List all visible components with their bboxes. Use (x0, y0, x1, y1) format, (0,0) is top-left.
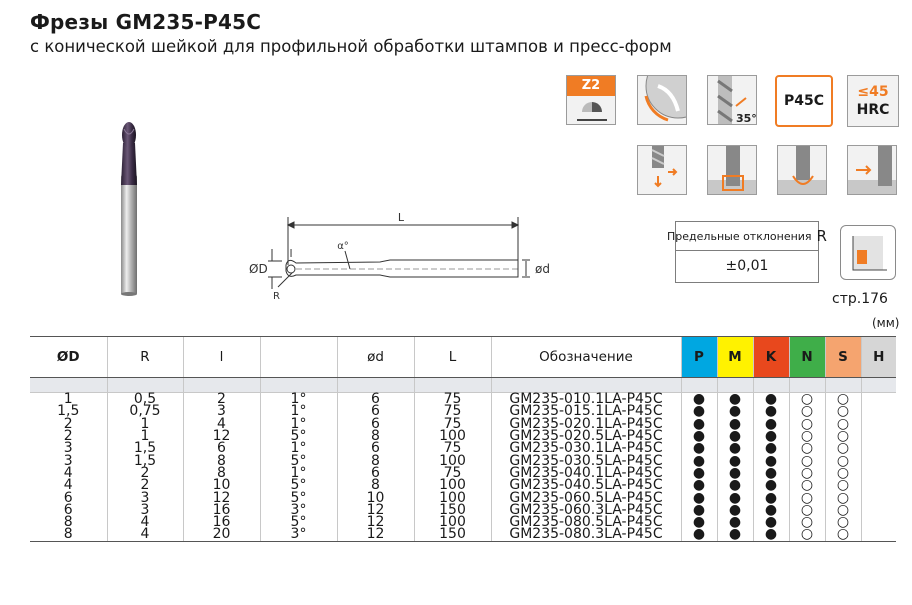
cell-angle: 5° (260, 430, 337, 442)
cell-P: ● (681, 454, 717, 466)
cell-S: ○ (825, 418, 861, 430)
cell-S: ○ (825, 393, 861, 406)
cell-L: 150 (414, 504, 491, 516)
cell-P: ● (681, 516, 717, 528)
cell-angle: 3° (260, 504, 337, 516)
cell-D: 3 (63, 440, 73, 457)
cell-K: ● (753, 467, 789, 479)
cell-N: ○ (789, 418, 825, 430)
cell-S: ○ (825, 405, 861, 417)
dim-D: ØD (249, 262, 268, 276)
cell-N: ○ (789, 430, 825, 442)
cell-L: 75 (414, 442, 491, 454)
cell-l: 3 (183, 405, 260, 417)
cell-designation: GM235-020.1LA-P45C (491, 418, 681, 430)
cell-K: ● (753, 491, 789, 503)
cell-P: ● (681, 430, 717, 442)
col-header-H: H (861, 337, 896, 378)
cell-H (861, 528, 896, 541)
tolerance-header-label: Предельные отклонения (667, 229, 812, 243)
cell-P: ● (681, 418, 717, 430)
cell-designation: GM235-010.1LA-P45C (491, 393, 681, 406)
cell-K: ● (753, 393, 789, 406)
cell-L: 100 (414, 491, 491, 503)
cell-K: ● (753, 405, 789, 417)
cell-R: 1 (107, 430, 183, 442)
cell-P: ● (681, 405, 717, 417)
cell-L: 100 (414, 479, 491, 491)
col-header-M: M (717, 337, 753, 378)
cell-R: 0,75 (107, 405, 183, 417)
cell-designation: GM235-080.3LA-P45C (491, 528, 681, 541)
cell-H (861, 467, 896, 479)
cell-M: ● (717, 418, 753, 430)
cell-D: 6 (63, 489, 73, 506)
cell-D: 8 (63, 514, 73, 531)
cell-H (861, 442, 896, 454)
cell-d: 6 (337, 393, 414, 406)
cell-R: 1,5 (107, 442, 183, 454)
cell-N: ○ (789, 393, 825, 406)
dim-d: ød (535, 262, 550, 276)
cell-D: 8 (30, 528, 107, 541)
cell-designation: GM235-030.1LA-P45C (491, 442, 681, 454)
cell-l: 8 (183, 454, 260, 466)
cell-L: 150 (414, 528, 491, 541)
cell-N: ○ (789, 467, 825, 479)
ramping-icon (637, 145, 687, 195)
cell-M: ● (717, 467, 753, 479)
cell-M: ● (717, 479, 753, 491)
dim-R: R (273, 291, 280, 302)
cell-l: 16 (183, 504, 260, 516)
helix-icon (707, 75, 757, 125)
cell-angle: 5° (260, 454, 337, 466)
cell-designation: GM235-030.5LA-P45C (491, 454, 681, 466)
cell-H (861, 405, 896, 417)
table-header-row (30, 337, 896, 378)
cell-designation: GM235-080.5LA-P45C (491, 516, 681, 528)
cell-H (861, 516, 896, 528)
cell-R: 4 (107, 528, 183, 541)
page-reference: стр.176 (832, 291, 888, 307)
cell-D: 1,5 (57, 403, 80, 420)
cell-P: ● (681, 528, 717, 541)
cell-l: 2 (183, 393, 260, 406)
cell-K: ● (753, 528, 789, 541)
cutting-data-icon (840, 225, 896, 280)
cell-K: ● (753, 504, 789, 516)
cell-R: 3 (107, 504, 183, 516)
cell-H (861, 491, 896, 503)
dim-l: l (289, 247, 293, 260)
cell-angle: 1° (260, 467, 337, 479)
cell-N: ○ (789, 479, 825, 491)
cell-D: 2 (63, 428, 73, 445)
tolerance-box (667, 221, 827, 283)
coating-badge: P45C (775, 75, 833, 127)
cell-N: ○ (789, 442, 825, 454)
col-header-S: S (825, 337, 861, 378)
cell-designation: GM235-060.3LA-P45C (491, 504, 681, 516)
cell-K: ● (753, 430, 789, 442)
cell-designation: GM235-040.5LA-P45C (491, 479, 681, 491)
col-header-L: L (414, 337, 491, 378)
col-header-d: ød (337, 337, 414, 378)
cell-N: ○ (789, 504, 825, 516)
cell-M: ● (717, 393, 753, 406)
cell-angle: 5° (260, 491, 337, 503)
cell-S: ○ (825, 442, 861, 454)
cell-S: ○ (825, 479, 861, 491)
cell-R: 3 (107, 491, 183, 503)
cell-N: ○ (789, 405, 825, 417)
cell-L: 75 (414, 467, 491, 479)
cell-angle: 1° (260, 393, 337, 406)
col-header-N: N (789, 337, 825, 378)
cell-angle: 5° (260, 516, 337, 528)
cell-R: 1,5 (107, 454, 183, 466)
cell-R: 4 (107, 516, 183, 528)
cell-L: 75 (414, 405, 491, 417)
col-header-R: R (107, 337, 183, 378)
cell-l: 6 (183, 442, 260, 454)
cell-M: ● (717, 504, 753, 516)
cell-d: 6 (337, 442, 414, 454)
cell-d: 12 (337, 516, 414, 528)
cell-N: ○ (789, 454, 825, 466)
cell-d: 12 (337, 504, 414, 516)
cell-d: 6 (337, 405, 414, 417)
cell-angle: 5° (260, 479, 337, 491)
hardness-value: ≤45 (857, 84, 889, 100)
cell-L: 75 (414, 418, 491, 430)
cell-designation: GM235-020.5LA-P45C (491, 430, 681, 442)
cell-S: ○ (825, 516, 861, 528)
cell-R: 1 (107, 418, 183, 430)
cell-designation: GM235-040.1LA-P45C (491, 467, 681, 479)
col-header-D: ØD (30, 337, 107, 378)
side-milling-icon (847, 145, 897, 195)
dim-L: L (397, 211, 405, 224)
cell-K: ● (753, 516, 789, 528)
cell-d: 6 (337, 418, 414, 430)
cell-angle: 1° (260, 418, 337, 430)
cell-D: 2 (63, 415, 73, 432)
endmill-photo (105, 115, 155, 300)
ball-nose-icon (637, 75, 687, 125)
cell-L: 100 (414, 430, 491, 442)
col-header-angle (260, 337, 337, 378)
cell-designation: GM235-060.5LA-P45C (491, 491, 681, 503)
cell-M: ● (717, 516, 753, 528)
cell-D: 6 (63, 501, 73, 518)
dim-alpha: α° (337, 241, 349, 252)
cell-angle: 1° (260, 405, 337, 417)
cell-d: 12 (337, 528, 414, 541)
hardness-badge (847, 75, 899, 127)
cell-L: 100 (414, 454, 491, 466)
page-subtitle: с конической шейкой для профильной обработки штампов и пресс-форм (30, 37, 672, 56)
cell-d: 8 (337, 454, 414, 466)
cell-M: ● (717, 454, 753, 466)
tolerance-symbol: R (816, 227, 827, 245)
cell-d: 10 (337, 491, 414, 503)
cell-l: 12 (183, 430, 260, 442)
cell-designation: GM235-015.1LA-P45C (491, 405, 681, 417)
cell-L: 100 (414, 516, 491, 528)
cell-M: ● (717, 430, 753, 442)
cell-l: 20 (183, 528, 260, 541)
cell-M: ● (717, 442, 753, 454)
flutes-icon (566, 75, 616, 125)
cell-l: 10 (183, 479, 260, 491)
cell-L: 75 (414, 393, 491, 406)
cell-H (861, 393, 896, 406)
cell-K: ● (753, 454, 789, 466)
cell-K: ● (753, 442, 789, 454)
cell-P: ● (681, 504, 717, 516)
col-header-P: P (681, 337, 717, 378)
units-label: (мм) (872, 316, 900, 330)
cell-N: ○ (789, 491, 825, 503)
cell-P: ● (681, 393, 717, 406)
cell-angle: 1° (260, 442, 337, 454)
cell-H (861, 430, 896, 442)
cell-d: 6 (337, 467, 414, 479)
slotting-icon (707, 145, 757, 195)
cell-M: ● (717, 405, 753, 417)
cell-K: ● (753, 418, 789, 430)
cell-H (861, 454, 896, 466)
tolerance-value: ±0,01 (725, 258, 769, 274)
cell-l: 4 (183, 418, 260, 430)
cell-l: 16 (183, 516, 260, 528)
profiling-icon (777, 145, 827, 195)
cell-angle: 3° (260, 528, 337, 541)
cell-d: 8 (337, 479, 414, 491)
cell-D: 4 (63, 464, 73, 481)
cell-R: 2 (107, 479, 183, 491)
tolerance-header (667, 222, 827, 251)
cell-P: ● (681, 467, 717, 479)
cell-d: 8 (337, 430, 414, 442)
cell-P: ● (681, 479, 717, 491)
cell-l: 12 (183, 491, 260, 503)
cell-P: ● (681, 491, 717, 503)
flutes-label: Z2 (567, 76, 615, 96)
col-header-l: l (183, 337, 260, 378)
cell-H (861, 479, 896, 491)
cell-S: ○ (825, 454, 861, 466)
cell-D: 4 (63, 477, 73, 494)
hardness-unit: HRC (856, 102, 890, 118)
col-header-designation: Обозначение (491, 337, 681, 378)
cell-M: ● (717, 491, 753, 503)
cell-S: ○ (825, 430, 861, 442)
spec-table (30, 336, 896, 542)
cell-H (861, 418, 896, 430)
cell-S: ○ (825, 528, 861, 541)
col-header-K: K (753, 337, 789, 378)
endmill-drawing (230, 205, 560, 315)
cell-N: ○ (789, 528, 825, 541)
cell-P: ● (681, 442, 717, 454)
cell-S: ○ (825, 504, 861, 516)
cell-D: 1 (63, 391, 73, 408)
table-row (30, 528, 896, 541)
helix-label: 35° (736, 112, 757, 125)
cell-N: ○ (789, 516, 825, 528)
cell-R: 2 (107, 467, 183, 479)
cell-H (861, 504, 896, 516)
cell-l: 8 (183, 467, 260, 479)
cell-M: ● (717, 528, 753, 541)
page-title: Фрезы GM235-P45C (30, 10, 262, 34)
cell-S: ○ (825, 491, 861, 503)
cell-R: 0,5 (107, 393, 183, 406)
cell-S: ○ (825, 467, 861, 479)
cell-D: 3 (63, 452, 73, 469)
cell-K: ● (753, 479, 789, 491)
